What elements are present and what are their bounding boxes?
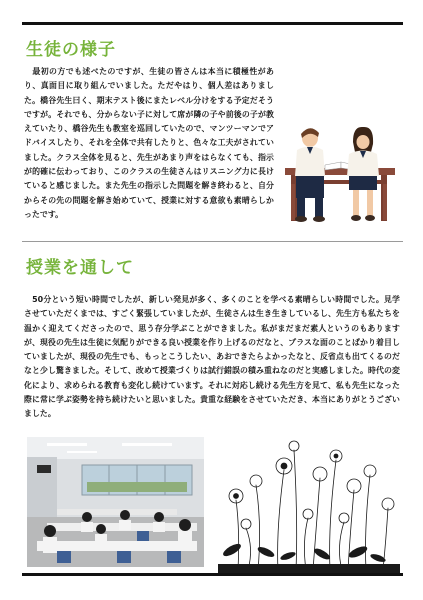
through-the-class-paragraph: 50分という短い時間でしたが、新しい発見が多く、多くのことを学べる素晴らしい時間でした。見学させていただくまでは、すごく緊張していましたが、生徒さんは生き生きしているし、先生方も私たちを温かく迎えてくださったので、思う存分学ぶことができました。私がまだまだ素人というのもありますが、現役の先生は生徒に気配りができる良い授業を作り上げるのだなと、プラスな面のことばかり着目していましたが、現役の先生でも、もっとこうしたい、あおできたらよかったなと、反省点も出てくるのだなと少し驚きました。そして、改めて授業づくりは試行錯誤の積み重ねなのだと実感しました。時代の変化により、求められる教育も変化し続けています。それに対応し続ける先生方を見て、私も先生になった際に常に学ぶ姿勢を持ち続けたいと思いました。貴重な経験をさせていただき、本当にありがとうございました。 xyxy=(24,295,400,419)
bottom-rule xyxy=(22,573,403,576)
student-behavior-paragraph: 最初の方でも述べたのですが、生徒の皆さんは本当に積極性があり、真面目に取り組んでいました。ただやはり、個人差はありました。橋谷先生曰く、期末テスト後にまたレベル分けをする予定だそうですが。それでも、分からない子に対して席が隣の子や前後の子が教えていたり、橋谷先生も教室を巡回していたので、マンツーマンでアドバイスしたり、それを全体で共有したりと、色々な工夫がされていました。クラス全体を見ると、先生があまり声をはらなくても、指示が的確に伝わっており、このクラスの生徒さんはリスニング力に長けていると感じました。また先生の指示した問題を解き終わると、自分からその先の問題を解き始めていて、授業に対する意欲も素晴らしかったです。 xyxy=(24,67,274,219)
section-heading-through-the-class: 授業を通して xyxy=(26,258,134,278)
classroom-photo xyxy=(27,437,204,567)
wildflowers-illustration xyxy=(218,430,400,573)
section-heading-student-behavior: 生徒の様子 xyxy=(26,40,116,60)
section-divider xyxy=(22,241,403,242)
students-studying-illustration xyxy=(283,118,397,226)
top-rule xyxy=(22,22,403,25)
